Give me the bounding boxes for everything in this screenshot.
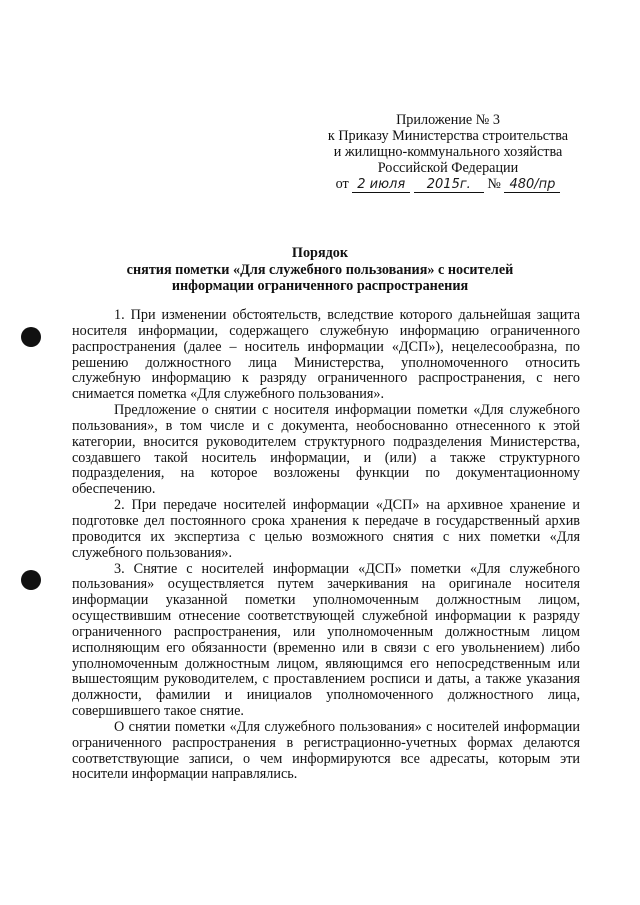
paragraph-3: 2. При передаче носителей информации «ДСП» на архивное хранение и подготовке дел постоянного срока хранения к передаче в государственный архив проводится их экспертиза с целью возможного снятия с них пометки «Для служебного пользования». — [72, 497, 580, 561]
paragraph-1: 1. При изменении обстоятельств, вследствие которого дальнейшая защита носителя информации, содержащего служебную информацию ограниченного распространения (далее – носитель информации «ДСП»), нецелесообразна, по решению должностного лица Министерства, уполномоченного относить служебную информацию к разряду ограниченного распространения, с него снимается пометка «Для служебного пользования». — [72, 307, 580, 403]
punch-hole-bottom — [21, 570, 41, 590]
appendix-ministry-line: и жилищно-коммунального хозяйства — [333, 144, 563, 160]
appendix-order-line: к Приказу Министерства строительства — [327, 128, 569, 144]
paragraph-5: О снятии пометки «Для служебного пользования» с носителей информации ограниченного распространения в регистрационно-учетных формах делаются соответствующие записи, о чем информируются все адресаты, которым эти носители информации направлялись. — [72, 718, 580, 783]
appendix-header — [300, 112, 596, 193]
document-body — [72, 308, 580, 783]
appendix-country-line: Российской Федерации — [377, 160, 519, 176]
date-prefix: от — [335, 176, 349, 192]
paragraph-2: Предложение о снятии с носителя информации пометки «Для служебного пользования», в том числе и с документа, необоснованно отнесенного к этой категории, вносится руководителем структурного подразделения Министерства, создавшего такой носитель информации, и (или) а также структурного подразделения, на которое возложены функции по документационному обеспечению. — [72, 402, 580, 498]
title-line-3: информации ограниченного распространения — [171, 278, 469, 294]
title-line-1: Порядок — [291, 245, 349, 261]
punch-hole-top — [21, 327, 41, 347]
number-label: № — [487, 176, 501, 192]
title-line-2: снятия пометки «Для служебного пользования» с носителей — [126, 261, 514, 278]
document-title — [60, 245, 580, 295]
handwritten-order-number: 480/пр — [504, 178, 560, 193]
handwritten-date-year: 2015г. — [414, 178, 484, 193]
order-date-number — [300, 176, 596, 193]
paragraph-4: 3. Снятие с носителей информации «ДСП» пометки «Для служебного пользования» осуществляется путем зачеркивания на оригинале носителя информации указанной пометки уполномоченным должностным лицом, осуществившим отнесение соответствующей служебной информации к разряду ограниченного распространения, или уполномоченным должностным лицом исполняющим его обязанности (временно или в связи с его увольнением) либо уполномоченным должностным лицом, являющимся его непосредственным или вышестоящим руководителем, с проставлением росписи и даты, а также указания должности, фамилии и инициалов уполномоченного должностного лица, совершившего такое снятие. — [72, 560, 580, 720]
appendix-number: Приложение № 3 — [396, 112, 500, 128]
handwritten-date-day: 2 июля — [352, 178, 410, 193]
